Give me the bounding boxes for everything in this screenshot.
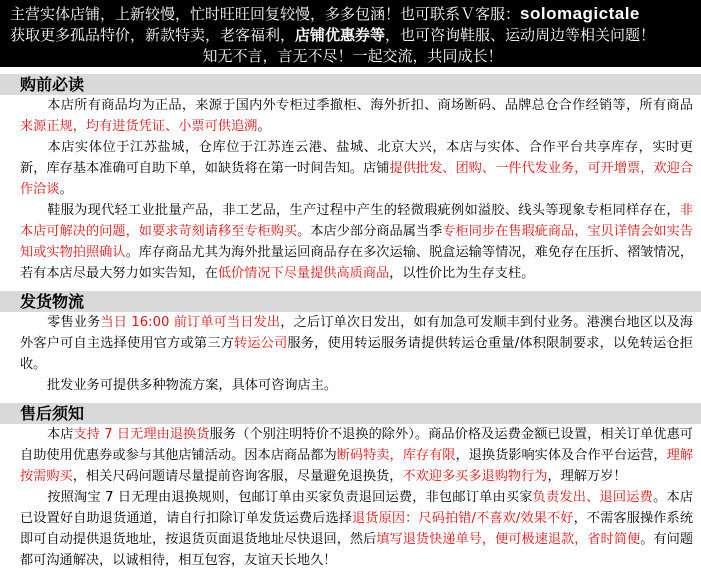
body-text: ，之后订单次日发出，如有加急可发顺丰到付业务。港澳台地区以及海外客户可自主选择使用官方或第三方 xyxy=(20,315,693,351)
body-text: 鞋服为现代轻工业批量产品，非工艺品，生产过程中产生的轻微瑕疵例如溢胶、线头等现象专柜同样存在， xyxy=(47,203,680,218)
body-text: ，退换货影响实体及合作平台运营， xyxy=(455,448,667,463)
paragraph xyxy=(0,375,701,396)
body-text: 本店实体位于江苏盐城，仓库位于江苏连云港、盐城、北京大兴，本店与实体、合作平台共享库存，实时更新，库存基本准确可自助下单，如缺货将在第一时间告知。店铺 xyxy=(20,140,693,176)
paragraph xyxy=(0,487,701,571)
purchase-notice-heading: 购前必读 xyxy=(0,74,701,95)
body-text: 零售业务 xyxy=(47,315,101,330)
body-text: ，理解万岁！ xyxy=(547,469,627,484)
highlight-text: 提供批发、团购、一件代发业务，可开增票，欢迎合作洽谈 xyxy=(20,161,694,197)
body-text: 。本店少部分商品属当季 xyxy=(297,224,443,239)
body-text: 。有问题都可沟通解决，以诚相待，相互包容，友谊天长地久！ xyxy=(20,532,694,568)
highlight-text: 低价情况下尽量提供高质商品 xyxy=(217,266,390,281)
body-text: 本店 xyxy=(47,427,74,442)
banner-line-1 xyxy=(10,3,695,25)
body-text: ，相关尺码问题请尽量提前咨询客服，尽量避免退换货， xyxy=(72,469,403,484)
brand-name: solomagictale xyxy=(520,4,640,23)
body-text: 本店所有商品均为正品，来源于国内外专柜过季撤柜、海外折扣、商场断码、品牌总仓合作经销等，所有商品 xyxy=(47,98,693,113)
highlight-text: 支持 7 日无理由退换货 xyxy=(73,427,210,442)
shipping-notice-heading: 发货物流 xyxy=(0,291,701,312)
highlight-text: 断码特卖，库存有限 xyxy=(336,448,456,463)
paragraph xyxy=(0,424,701,487)
after-sales-notice-heading: 售后须知 xyxy=(0,403,701,424)
highlight-text: 转运公司 xyxy=(233,336,288,351)
body-text: 服务，使用转运服务请提供转运仓重量/体积限制要求，以免转运仓拒收。 xyxy=(20,336,693,372)
paragraph xyxy=(0,95,701,137)
banner-line-1-text: 主营实体店铺，上新较慢，忙时旺旺回复较慢，多多包涵！也可联系Ｖ客服： xyxy=(10,5,521,23)
highlight-text: 当日 16:00 前订单可当日发出 xyxy=(100,315,281,330)
purchase-notice-section xyxy=(0,74,701,284)
paragraph xyxy=(0,200,701,284)
highlight-text: 负责发出、退回运费 xyxy=(532,490,654,505)
highlight-text: 退货原因：尺码拍错/不喜欢/效果不好 xyxy=(352,511,574,526)
highlight-text: 来源正规，均有进货凭证、小票可供追溯 xyxy=(20,119,258,134)
body-text: 批发业务可提供多种物流方案，具体可咨询店主。 xyxy=(47,378,338,393)
shipping-notice-section xyxy=(0,291,701,396)
notice-sections xyxy=(0,74,701,571)
paragraph xyxy=(0,312,701,375)
banner-line-3: 知无不言，言无不尽！一起交流，共同成长！ xyxy=(202,47,503,65)
banner-line-2c: ，也可咨询鞋服、运动周边等相关问题！ xyxy=(385,26,656,44)
body-text: ，以性价比为生存支柱。 xyxy=(389,266,535,281)
body-text: 服务（个别注明特价不退换的除外）。商品价格及运费金额已设置，相关订单优惠可自助使用优惠券或参与其他店铺活动。因本店商品都为 xyxy=(20,427,693,463)
banner-line-2a: 获取更多孤品特价，新款特卖，老客福利， xyxy=(10,26,296,44)
highlight-text: 不欢迎多买多退购物行为 xyxy=(402,469,548,484)
banner-coupon-highlight: 店铺优惠券等 xyxy=(295,26,386,44)
body-text: 按照淘宝 7 日无理由退换规则，包邮订单由买家负责退回运费，非包邮订单由买家 xyxy=(47,490,533,505)
after-sales-notice-section xyxy=(0,403,701,571)
body-text: 。 xyxy=(59,182,73,197)
highlight-text: 填写退货快递单号，便可极速退款，省时简便 xyxy=(376,532,641,547)
body-text: 。库存商品尤其为海外批量运回商品存在多次运输、脱盒运输等情况，难免存在压折、褶皱情况，若有本店尽最大努力如实告知，在 xyxy=(20,245,694,281)
highlight-text: 专柜同步在售瑕疵商品，宝贝详情会如实告知或实物拍照确认 xyxy=(20,224,694,260)
highlight-text: 理解按需购买 xyxy=(20,448,694,484)
body-text: 。 xyxy=(257,119,271,134)
body-text: ，不需客服操作系统即可自动提供退货地址，按退货页面退货地址尽快退回，然后 xyxy=(20,511,694,547)
paragraph xyxy=(0,137,701,200)
highlight-text: 非本店可解决的问题，如要求苛刻请移至专柜购买 xyxy=(20,203,693,239)
header-banner xyxy=(0,0,701,67)
body-text: 。本店已设置好自助退货通道，请自行扣除订单发货运费后选择 xyxy=(20,490,694,526)
banner-line-2 xyxy=(10,25,695,46)
